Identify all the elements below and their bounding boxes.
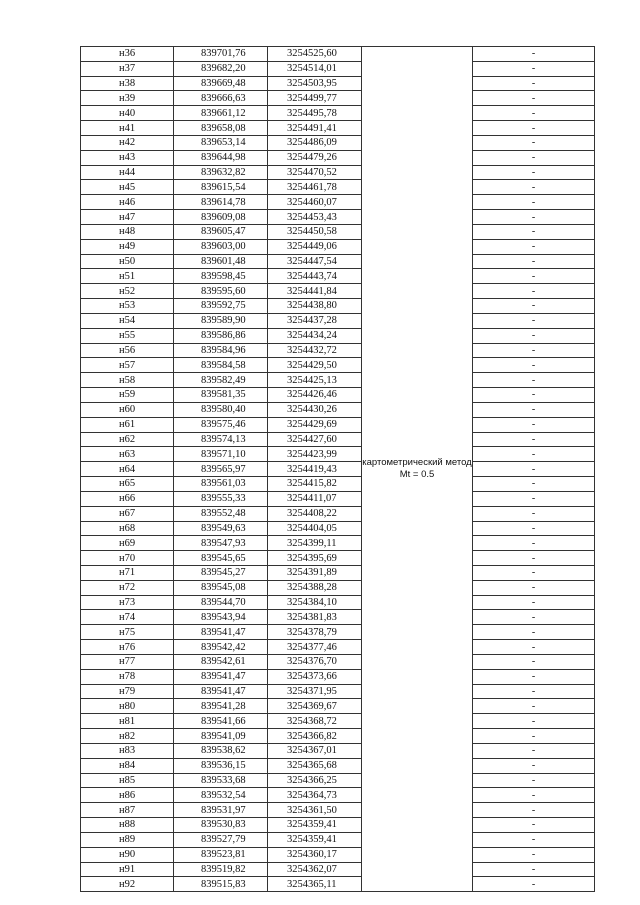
x-coordinate-cell: 839533,68 (174, 773, 268, 788)
point-name-cell: н57 (81, 358, 174, 373)
point-name-cell: н62 (81, 432, 174, 447)
x-coordinate-cell: 839614,78 (174, 195, 268, 210)
table-row (81, 580, 595, 595)
y-coordinate-cell: 3254376,70 (268, 654, 362, 669)
y-coordinate-cell: 3254362,07 (268, 862, 362, 877)
dash-cell: - (473, 269, 595, 284)
table-row (81, 343, 595, 358)
x-coordinate-cell: 839541,66 (174, 714, 268, 729)
point-name-cell: н80 (81, 699, 174, 714)
point-name-cell: н36 (81, 47, 174, 62)
table-row (81, 669, 595, 684)
table-row (81, 477, 595, 492)
table-row (81, 462, 595, 477)
x-coordinate-cell: 839541,09 (174, 729, 268, 744)
x-coordinate-cell: 839682,20 (174, 61, 268, 76)
x-coordinate-cell: 839632,82 (174, 165, 268, 180)
table-row (81, 610, 595, 625)
y-coordinate-cell: 3254366,25 (268, 773, 362, 788)
dash-cell: - (473, 506, 595, 521)
coordinates-table (80, 46, 595, 892)
dash-cell: - (473, 417, 595, 432)
y-coordinate-cell: 3254495,78 (268, 106, 362, 121)
point-name-cell: н56 (81, 343, 174, 358)
dash-cell: - (473, 239, 595, 254)
point-name-cell: н65 (81, 477, 174, 492)
x-coordinate-cell: 839565,97 (174, 462, 268, 477)
dash-cell: - (473, 432, 595, 447)
dash-cell: - (473, 714, 595, 729)
point-name-cell: н50 (81, 254, 174, 269)
y-coordinate-cell: 3254427,60 (268, 432, 362, 447)
x-coordinate-cell: 839658,08 (174, 121, 268, 136)
dash-cell: - (473, 121, 595, 136)
dash-cell: - (473, 669, 595, 684)
point-name-cell: н60 (81, 402, 174, 417)
dash-cell: - (473, 788, 595, 803)
table-row (81, 210, 595, 225)
point-name-cell: н75 (81, 625, 174, 640)
x-coordinate-cell: 839549,63 (174, 521, 268, 536)
y-coordinate-cell: 3254361,50 (268, 803, 362, 818)
point-name-cell: н72 (81, 580, 174, 595)
point-name-cell: н49 (81, 239, 174, 254)
table-row (81, 684, 595, 699)
dash-cell: - (473, 699, 595, 714)
x-coordinate-cell: 839609,08 (174, 210, 268, 225)
x-coordinate-cell: 839571,10 (174, 447, 268, 462)
table-row (81, 313, 595, 328)
table-row (81, 180, 595, 195)
x-coordinate-cell: 839561,03 (174, 477, 268, 492)
y-coordinate-cell: 3254525,60 (268, 47, 362, 62)
table-row (81, 565, 595, 580)
table-row (81, 832, 595, 847)
x-coordinate-cell: 839584,96 (174, 343, 268, 358)
dash-cell: - (473, 91, 595, 106)
point-name-cell: н84 (81, 758, 174, 773)
x-coordinate-cell: 839541,28 (174, 699, 268, 714)
point-name-cell: н41 (81, 121, 174, 136)
y-coordinate-cell: 3254443,74 (268, 269, 362, 284)
dash-cell: - (473, 210, 595, 225)
dash-cell: - (473, 862, 595, 877)
table-row (81, 195, 595, 210)
dash-cell: - (473, 477, 595, 492)
point-name-cell: н85 (81, 773, 174, 788)
dash-cell: - (473, 135, 595, 150)
point-name-cell: н55 (81, 328, 174, 343)
y-coordinate-cell: 3254423,99 (268, 447, 362, 462)
x-coordinate-cell: 839543,94 (174, 610, 268, 625)
y-coordinate-cell: 3254411,07 (268, 491, 362, 506)
x-coordinate-cell: 839538,62 (174, 743, 268, 758)
dash-cell: - (473, 654, 595, 669)
table-row (81, 654, 595, 669)
dash-cell: - (473, 847, 595, 862)
point-name-cell: н74 (81, 610, 174, 625)
x-coordinate-cell: 839544,70 (174, 595, 268, 610)
table-row (81, 254, 595, 269)
point-name-cell: н37 (81, 61, 174, 76)
y-coordinate-cell: 3254368,72 (268, 714, 362, 729)
x-coordinate-cell: 839586,86 (174, 328, 268, 343)
y-coordinate-cell: 3254391,89 (268, 565, 362, 580)
x-coordinate-cell: 839644,98 (174, 150, 268, 165)
point-name-cell: н42 (81, 135, 174, 150)
x-coordinate-cell: 839541,47 (174, 684, 268, 699)
table-row (81, 150, 595, 165)
y-coordinate-cell: 3254430,26 (268, 402, 362, 417)
x-coordinate-cell: 839527,79 (174, 832, 268, 847)
table-row (81, 76, 595, 91)
x-coordinate-cell: 839701,76 (174, 47, 268, 62)
point-name-cell: н58 (81, 373, 174, 388)
y-coordinate-cell: 3254360,17 (268, 847, 362, 862)
y-coordinate-cell: 3254408,22 (268, 506, 362, 521)
x-coordinate-cell: 839530,83 (174, 818, 268, 833)
table-row (81, 625, 595, 640)
y-coordinate-cell: 3254429,50 (268, 358, 362, 373)
point-name-cell: н67 (81, 506, 174, 521)
dash-cell: - (473, 388, 595, 403)
point-name-cell: н64 (81, 462, 174, 477)
dash-cell: - (473, 758, 595, 773)
dash-cell: - (473, 47, 595, 62)
y-coordinate-cell: 3254381,83 (268, 610, 362, 625)
table-row (81, 165, 595, 180)
dash-cell: - (473, 61, 595, 76)
point-name-cell: н91 (81, 862, 174, 877)
dash-cell: - (473, 610, 595, 625)
dash-cell: - (473, 254, 595, 269)
point-name-cell: н87 (81, 803, 174, 818)
y-coordinate-cell: 3254437,28 (268, 313, 362, 328)
point-name-cell: н59 (81, 388, 174, 403)
y-coordinate-cell: 3254367,01 (268, 743, 362, 758)
x-coordinate-cell: 839603,00 (174, 239, 268, 254)
y-coordinate-cell: 3254499,77 (268, 91, 362, 106)
table-row (81, 491, 595, 506)
dash-cell: - (473, 818, 595, 833)
y-coordinate-cell: 3254470,52 (268, 165, 362, 180)
y-coordinate-cell: 3254359,41 (268, 818, 362, 833)
y-coordinate-cell: 3254365,68 (268, 758, 362, 773)
x-coordinate-cell: 839536,15 (174, 758, 268, 773)
x-coordinate-cell: 839552,48 (174, 506, 268, 521)
table-row (81, 862, 595, 877)
dash-cell: - (473, 224, 595, 239)
dash-cell: - (473, 299, 595, 314)
table-row (81, 373, 595, 388)
y-coordinate-cell: 3254419,43 (268, 462, 362, 477)
dash-cell: - (473, 877, 595, 892)
point-name-cell: н86 (81, 788, 174, 803)
x-coordinate-cell: 839523,81 (174, 847, 268, 862)
y-coordinate-cell: 3254514,01 (268, 61, 362, 76)
y-coordinate-cell: 3254364,73 (268, 788, 362, 803)
table-row (81, 743, 595, 758)
table-row (81, 106, 595, 121)
point-name-cell: н63 (81, 447, 174, 462)
dash-cell: - (473, 328, 595, 343)
dash-cell: - (473, 625, 595, 640)
table-row (81, 758, 595, 773)
table-row (81, 729, 595, 744)
table-row (81, 224, 595, 239)
y-coordinate-cell: 3254491,41 (268, 121, 362, 136)
table-row (81, 714, 595, 729)
x-coordinate-cell: 839532,54 (174, 788, 268, 803)
dash-cell: - (473, 684, 595, 699)
dash-cell: - (473, 640, 595, 655)
point-name-cell: н77 (81, 654, 174, 669)
point-name-cell: н92 (81, 877, 174, 892)
point-name-cell: н88 (81, 818, 174, 833)
y-coordinate-cell: 3254441,84 (268, 284, 362, 299)
table-row (81, 239, 595, 254)
point-name-cell: н54 (81, 313, 174, 328)
point-name-cell: н83 (81, 743, 174, 758)
y-coordinate-cell: 3254450,58 (268, 224, 362, 239)
y-coordinate-cell: 3254425,13 (268, 373, 362, 388)
table-row (81, 536, 595, 551)
point-name-cell: н68 (81, 521, 174, 536)
x-coordinate-cell: 839542,61 (174, 654, 268, 669)
table-row (81, 595, 595, 610)
x-coordinate-cell: 839584,58 (174, 358, 268, 373)
table-row (81, 358, 595, 373)
table-row (81, 135, 595, 150)
coordinates-table-body (81, 47, 595, 892)
y-coordinate-cell: 3254369,67 (268, 699, 362, 714)
x-coordinate-cell: 839531,97 (174, 803, 268, 818)
x-coordinate-cell: 839601,48 (174, 254, 268, 269)
x-coordinate-cell: 839541,47 (174, 625, 268, 640)
point-name-cell: н46 (81, 195, 174, 210)
y-coordinate-cell: 3254486,09 (268, 135, 362, 150)
table-row (81, 877, 595, 892)
x-coordinate-cell: 839595,60 (174, 284, 268, 299)
x-coordinate-cell: 839575,46 (174, 417, 268, 432)
dash-cell: - (473, 729, 595, 744)
x-coordinate-cell: 839661,12 (174, 106, 268, 121)
y-coordinate-cell: 3254388,28 (268, 580, 362, 595)
point-name-cell: н76 (81, 640, 174, 655)
y-coordinate-cell: 3254365,11 (268, 877, 362, 892)
point-name-cell: н79 (81, 684, 174, 699)
dash-cell: - (473, 373, 595, 388)
x-coordinate-cell: 839515,83 (174, 877, 268, 892)
point-name-cell: н82 (81, 729, 174, 744)
point-name-cell: н73 (81, 595, 174, 610)
dash-cell: - (473, 106, 595, 121)
dash-cell: - (473, 284, 595, 299)
y-coordinate-cell: 3254395,69 (268, 551, 362, 566)
y-coordinate-cell: 3254460,07 (268, 195, 362, 210)
x-coordinate-cell: 839589,90 (174, 313, 268, 328)
table-row (81, 91, 595, 106)
y-coordinate-cell: 3254453,43 (268, 210, 362, 225)
point-name-cell: н66 (81, 491, 174, 506)
x-coordinate-cell: 839666,63 (174, 91, 268, 106)
x-coordinate-cell: 839555,33 (174, 491, 268, 506)
y-coordinate-cell: 3254373,66 (268, 669, 362, 684)
y-coordinate-cell: 3254399,11 (268, 536, 362, 551)
dash-cell: - (473, 832, 595, 847)
method-cell: картометрический метод Mt = 0.5 (362, 47, 473, 892)
point-name-cell: н61 (81, 417, 174, 432)
point-name-cell: н52 (81, 284, 174, 299)
x-coordinate-cell: 839669,48 (174, 76, 268, 91)
point-name-cell: н90 (81, 847, 174, 862)
point-name-cell: н51 (81, 269, 174, 284)
dash-cell: - (473, 743, 595, 758)
point-name-cell: н78 (81, 669, 174, 684)
y-coordinate-cell: 3254434,24 (268, 328, 362, 343)
x-coordinate-cell: 839581,35 (174, 388, 268, 403)
x-coordinate-cell: 839580,40 (174, 402, 268, 417)
x-coordinate-cell: 839592,75 (174, 299, 268, 314)
dash-cell: - (473, 76, 595, 91)
dash-cell: - (473, 551, 595, 566)
point-name-cell: н53 (81, 299, 174, 314)
table-row (81, 847, 595, 862)
x-coordinate-cell: 839545,65 (174, 551, 268, 566)
table-row (81, 506, 595, 521)
point-name-cell: н48 (81, 224, 174, 239)
table-row (81, 388, 595, 403)
dash-cell: - (473, 195, 595, 210)
y-coordinate-cell: 3254377,46 (268, 640, 362, 655)
table-row (81, 61, 595, 76)
x-coordinate-cell: 839545,27 (174, 565, 268, 580)
table-row (81, 521, 595, 536)
dash-cell: - (473, 343, 595, 358)
x-coordinate-cell: 839542,42 (174, 640, 268, 655)
y-coordinate-cell: 3254432,72 (268, 343, 362, 358)
y-coordinate-cell: 3254366,82 (268, 729, 362, 744)
x-coordinate-cell: 839653,14 (174, 135, 268, 150)
table-row (81, 269, 595, 284)
dash-cell: - (473, 165, 595, 180)
y-coordinate-cell: 3254438,80 (268, 299, 362, 314)
y-coordinate-cell: 3254503,95 (268, 76, 362, 91)
dash-cell: - (473, 521, 595, 536)
point-name-cell: н38 (81, 76, 174, 91)
dash-cell: - (473, 358, 595, 373)
dash-cell: - (473, 150, 595, 165)
table-row (81, 818, 595, 833)
point-name-cell: н81 (81, 714, 174, 729)
point-name-cell: н44 (81, 165, 174, 180)
y-coordinate-cell: 3254447,54 (268, 254, 362, 269)
point-name-cell: н47 (81, 210, 174, 225)
y-coordinate-cell: 3254359,41 (268, 832, 362, 847)
table-row (81, 551, 595, 566)
point-name-cell: н43 (81, 150, 174, 165)
x-coordinate-cell: 839541,47 (174, 669, 268, 684)
dash-cell: - (473, 180, 595, 195)
table-row (81, 803, 595, 818)
x-coordinate-cell: 839605,47 (174, 224, 268, 239)
table-row (81, 432, 595, 447)
x-coordinate-cell: 839519,82 (174, 862, 268, 877)
y-coordinate-cell: 3254461,78 (268, 180, 362, 195)
y-coordinate-cell: 3254429,69 (268, 417, 362, 432)
x-coordinate-cell: 839547,93 (174, 536, 268, 551)
y-coordinate-cell: 3254404,05 (268, 521, 362, 536)
dash-cell: - (473, 595, 595, 610)
dash-cell: - (473, 773, 595, 788)
table-row (81, 121, 595, 136)
x-coordinate-cell: 839545,08 (174, 580, 268, 595)
y-coordinate-cell: 3254449,06 (268, 239, 362, 254)
dash-cell: - (473, 565, 595, 580)
y-coordinate-cell: 3254371,95 (268, 684, 362, 699)
dash-cell: - (473, 462, 595, 477)
x-coordinate-cell: 839582,49 (174, 373, 268, 388)
x-coordinate-cell: 839574,13 (174, 432, 268, 447)
point-name-cell: н40 (81, 106, 174, 121)
point-name-cell: н71 (81, 565, 174, 580)
y-coordinate-cell: 3254415,82 (268, 477, 362, 492)
dash-cell: - (473, 447, 595, 462)
dash-cell: - (473, 313, 595, 328)
point-name-cell: н70 (81, 551, 174, 566)
dash-cell: - (473, 536, 595, 551)
table-row (81, 47, 595, 62)
x-coordinate-cell: 839598,45 (174, 269, 268, 284)
table-row (81, 402, 595, 417)
table-row (81, 788, 595, 803)
y-coordinate-cell: 3254479,26 (268, 150, 362, 165)
dash-cell: - (473, 402, 595, 417)
x-coordinate-cell: 839615,54 (174, 180, 268, 195)
table-row (81, 299, 595, 314)
table-row (81, 773, 595, 788)
table-row (81, 328, 595, 343)
point-name-cell: н89 (81, 832, 174, 847)
y-coordinate-cell: 3254384,10 (268, 595, 362, 610)
table-row (81, 284, 595, 299)
y-coordinate-cell: 3254426,46 (268, 388, 362, 403)
y-coordinate-cell: 3254378,79 (268, 625, 362, 640)
table-row (81, 447, 595, 462)
table-row (81, 640, 595, 655)
point-name-cell: н39 (81, 91, 174, 106)
point-name-cell: н45 (81, 180, 174, 195)
dash-cell: - (473, 580, 595, 595)
dash-cell: - (473, 803, 595, 818)
table-row (81, 699, 595, 714)
point-name-cell: н69 (81, 536, 174, 551)
table-row (81, 417, 595, 432)
dash-cell: - (473, 491, 595, 506)
